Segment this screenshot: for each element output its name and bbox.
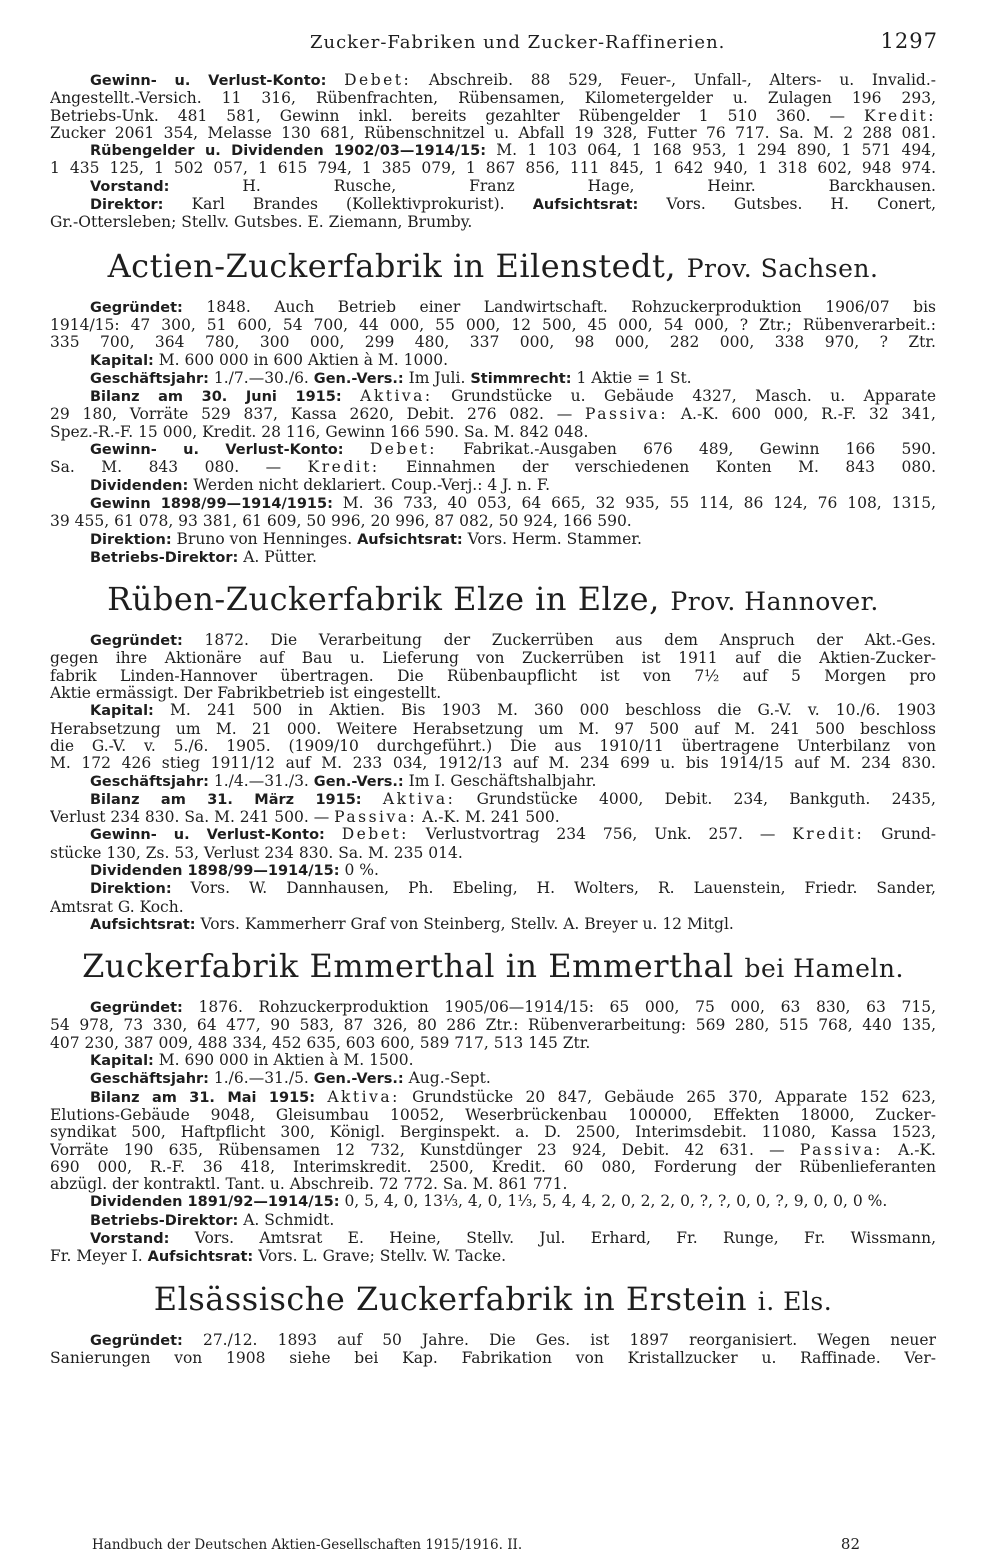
section-elze [50, 581, 936, 934]
page-footer [92, 1537, 860, 1553]
footer-page-ref: 82 [840, 1535, 860, 1553]
text-line: gegen ihre Aktionäre auf Bau u. Lieferung von Zuckerrüben ist 1911 auf die Aktien-Zucker- [50, 650, 936, 668]
text-line: Bilanz am 31. März 1915: Aktiva: Grundstücke 4000, Debit. 234, Bankguth. 2435, [90, 790, 936, 808]
text-line: Kapital: M. 241 500 in Aktien. Bis 1903 M. 360 000 beschloss die G.-V. v. 10./6. 1903 [90, 702, 936, 720]
section-eilenstedt [50, 248, 936, 567]
text-line: 1914/15: 47 300, 51 600, 54 700, 44 000, 55 000, 12 500, 45 000, 54 000, ? Ztr.; Rübenverarbeit.: [50, 316, 936, 334]
text-line: Bilanz am 30. Juni 1915: Aktiva: Grundstücke u. Gebäude 4327, Masch. u. Apparate [90, 388, 936, 406]
text-line: Herabsetzung um M. 21 000. Weitere Herabsetzung um M. 97 500 auf M. 241 500 beschloss [50, 720, 936, 738]
text-line: Sanierungen von 1908 siehe bei Kap. Fabrikation von Kristallzucker u. Raffinade. Ver- [50, 1349, 936, 1367]
text-line: Betriebs-Direktor: A. Pütter. [90, 548, 317, 566]
text-line: Sa. M. 843 080. — Kredit: Einnahmen der verschiedenen Konten M. 843 080. [50, 459, 936, 477]
text-line: Aufsichtsrat: Vors. Kammerherr Graf von Steinberg, Stellv. A. Breyer u. 12 Mitgl. [90, 915, 734, 933]
text-line: die G.-V. v. 5./6. 1905. (1909/10 durchgeführt.) Die aus 1910/11 übertragene Unterbilanz von [50, 737, 936, 755]
page-number: 1297 [880, 29, 938, 53]
text-line: Amtsrat G. Koch. [50, 898, 184, 916]
section-text [50, 299, 936, 567]
text-line: Gegründet: 1848. Auch Betrieb einer Landwirtschaft. Rohzuckerproduktion 1906/07 bis [90, 298, 936, 316]
text-line: Gewinn- u. Verlust-Konto: Debet: Verlustvortrag 234 756, Unk. 257. — Kredit: Grund- [90, 826, 936, 844]
text-line: Vorräte 190 635, Rübensamen 12 732, Kunstdünger 23 924, Debit. 42 631. — Passiva: A.-K. [50, 1141, 936, 1159]
text-line: Direktor: Karl Brandes (Kollektivprokurist). Aufsichtsrat: Vors. Gutsbes. H. Conert, [90, 196, 936, 214]
company-heading [50, 248, 936, 287]
company-name: Rüben-Zuckerfabrik Elze in Elze, [107, 580, 660, 619]
text-line: Geschäftsjahr: 1./6.—31./5. Gen.-Vers.: Aug.-Sept. [90, 1070, 491, 1088]
text-line: stücke 130, Zs. 53, Verlust 234 830. Sa. M. 235 014. [50, 844, 463, 862]
company-name: Zuckerfabrik Emmerthal in Emmerthal [82, 947, 734, 986]
company-name: Actien-Zuckerfabrik in Eilenstedt, [107, 246, 677, 285]
company-location: Prov. Hannover. [670, 587, 879, 617]
text-line: 690 000, R.-F. 36 418, Interimskredit. 2500, Kredit. 60 080, Forderung der Rübenlieferanten [50, 1158, 936, 1176]
text-line: Dividenden 1898/99—1914/15: 0 %. [90, 861, 379, 879]
text-line: Vorstand: H. Rusche, Franz Hage, Heinr. Barckhausen. [90, 177, 936, 195]
text-line: Betriebs-Unk. 481 581, Gewinn inkl. bereits gezahlter Rübengelder 1 510 360. — Kredit: [50, 107, 936, 125]
section-text [50, 999, 936, 1266]
page-body [50, 72, 936, 1367]
text-line: 1 435 125, 1 502 057, 1 615 794, 1 385 079, 1 867 856, 111 845, 1 642 940, 1 318 602, 948 974. [50, 160, 936, 178]
text-line: 29 180, Vorräte 529 837, Kassa 2620, Debit. 276 082. — Passiva: A.-K. 600 000, R.-F. 32 341, [50, 406, 936, 424]
text-line: Gegründet: 1876. Rohzuckerproduktion 1905/06—1914/15: 65 000, 75 000, 63 830, 63 715, [90, 999, 936, 1017]
text-line: Dividenden 1891/92—1914/15: 0, 5, 4, 0, 13⅓, 4, 0, 1⅓, 5, 4, 4, 2, 0, 2, 2, 0, ?, ?, 0, 0, ?, 9, 0, 0, 0 %. [90, 1193, 888, 1211]
text-line: M. 172 426 stieg 1911/12 auf M. 233 034, 1912/13 auf M. 234 699 u. bis 1914/15 auf M. 234 830. [50, 755, 936, 773]
footer-title: Handbuch der Deutschen Aktien-Gesellschaften 1915/1916. II. [92, 1537, 523, 1553]
running-header [52, 29, 938, 58]
text-line: Gr.-Ottersleben; Stellv. Gutsbes. E. Ziemann, Brumby. [50, 214, 473, 232]
text-line: Dividenden: Werden nicht deklariert. Coup.-Verj.: 4 J. n. F. [90, 476, 551, 494]
text-line: syndikat 500, Haftpflicht 300, Königl. Berginspekt. a. D. 2500, Interimsdebit. 11080, Kassa 1523, [50, 1124, 936, 1142]
text-line: Zucker 2061 354, Melasse 130 681, Rübenschnitzel u. Abfall 19 328, Futter 76 717. Sa. M. 2 288 081. [50, 124, 936, 142]
text-line: abzügl. der kontraktl. Tant. u. Abschreib. 72 772. Sa. M. 861 771. [50, 1176, 568, 1194]
company-location: i. Els. [757, 1286, 833, 1316]
text-line: Spez.-R.-F. 15 000, Kredit. 28 116, Gewinn 166 590. Sa. M. 842 048. [50, 423, 589, 441]
text-line: Verlust 234 830. Sa. M. 241 500. — Passiva: A.-K. M. 241 500. [50, 809, 560, 827]
company-location: Prov. Sachsen. [686, 253, 879, 283]
text-line: Geschäftsjahr: 1./4.—31./3. Gen.-Vers.: Im I. Geschäftshalbjahr. [90, 772, 597, 790]
section-previous-company [50, 72, 936, 232]
text-line: Angestellt.-Versich. 11 316, Rübenfrachten, Rübensamen, Kilometergelder u. Zulagen 196 293, [50, 90, 936, 108]
text-line: Aktie ermässigt. Der Fabrikbetrieb ist eingestellt. [50, 685, 442, 703]
company-heading [50, 581, 936, 620]
text-line: Geschäftsjahr: 1./7.—30./6. Gen.-Vers.: Im Juli. Stimmrecht: 1 Aktie = 1 St. [90, 369, 692, 387]
company-location: bei Hameln. [744, 954, 904, 984]
section-emmerthal [50, 948, 936, 1266]
text-line: Vorstand: Vors. Amtsrat E. Heine, Stellv. Jul. Erhard, Fr. Runge, Fr. Wissmann, [90, 1230, 936, 1248]
text-line: Fr. Meyer I. Aufsichtsrat: Vors. L. Grave; Stellv. W. Tacke. [50, 1248, 507, 1266]
text-line: Betriebs-Direktor: A. Schmidt. [90, 1211, 335, 1229]
text-line: Gegründet: 27./12. 1893 auf 50 Jahre. Die Ges. ist 1897 reorganisiert. Wegen neuer [90, 1331, 936, 1349]
text-line: Elutions-Gebäude 9048, Gleisumbau 10052, Weserbrückenbau 100000, Effekten 18000, Zucker- [50, 1106, 936, 1124]
text-line: Kapital: M. 690 000 in Aktien à M. 1500. [90, 1052, 414, 1070]
text-line: Rübengelder u. Dividenden 1902/03—1914/15: M. 1 103 064, 1 168 953, 1 294 890, 1 571 494, [90, 142, 936, 160]
section-text [50, 1332, 936, 1368]
text-line: fabrik Linden-Hannover übertragen. Die Rübenbaupflicht ist von 7½ auf 5 Morgen pro [50, 667, 936, 685]
text-line: 407 230, 387 009, 488 334, 452 635, 603 600, 589 717, 513 145 Ztr. [50, 1034, 591, 1052]
section-text [50, 72, 936, 232]
text-line: 335 700, 364 780, 300 000, 299 480, 337 000, 98 000, 282 000, 338 970, ? Ztr. [50, 334, 936, 352]
text-line: Gewinn 1898/99—1914/1915: M. 36 733, 40 053, 64 665, 32 935, 55 114, 86 124, 76 108, 1315, [90, 494, 936, 512]
section-erstein [50, 1281, 936, 1368]
text-line: Gegründet: 1872. Die Verarbeitung der Zuckerrüben aus dem Anspruch der Akt.-Ges. [90, 632, 936, 650]
text-line: Gewinn- u. Verlust-Konto: Debet: Abschreib. 88 529, Feuer-, Unfall-, Alters- u. Invalid.- [90, 72, 936, 89]
text-line: Direktion: Bruno von Henninges. Aufsichtsrat: Vors. Herm. Stammer. [90, 530, 642, 548]
text-line: 39 455, 61 078, 93 381, 61 609, 50 996, 20 996, 87 082, 50 924, 166 590. [50, 513, 632, 531]
section-text [50, 632, 936, 934]
company-heading [50, 1281, 936, 1320]
text-line: Bilanz am 31. Mai 1915: Aktiva: Grundstücke 20 847, Gebäude 265 370, Apparate 152 623, [90, 1088, 936, 1106]
company-name: Elsässische Zuckerfabrik in Erstein [153, 1279, 748, 1318]
text-line: 54 978, 73 330, 64 477, 90 583, 87 326, 80 286 Ztr.: Rübenverarbeitung: 569 280, 515 768, 440 135, [50, 1017, 936, 1035]
running-title: Zucker-Fabriken und Zucker-Raffinerien. [310, 32, 726, 53]
text-line: Direktion: Vors. W. Dannhausen, Ph. Ebeling, H. Wolters, R. Lauenstein, Friedr. Sander, [90, 880, 936, 898]
text-line: Gewinn- u. Verlust-Konto: Debet: Fabrikat.-Ausgaben 676 489, Gewinn 166 590. [90, 441, 936, 459]
text-line: Kapital: M. 600 000 in 600 Aktien à M. 1000. [90, 351, 449, 369]
company-heading [50, 948, 936, 987]
